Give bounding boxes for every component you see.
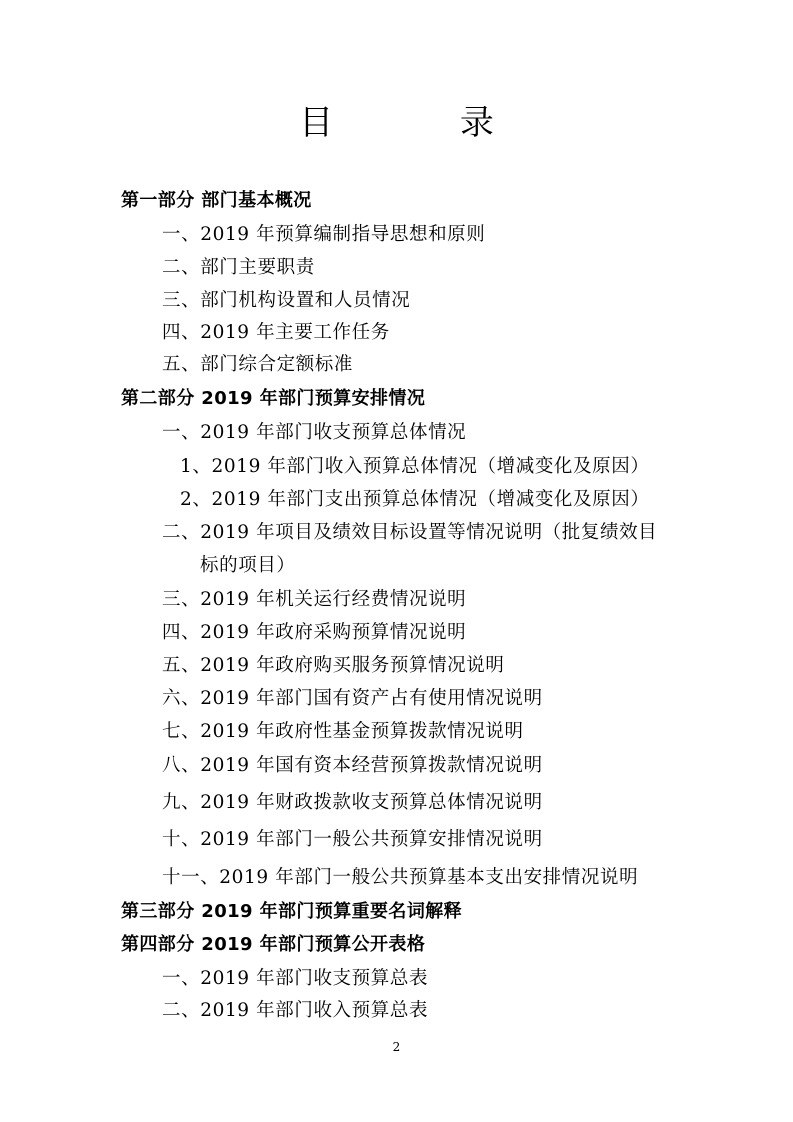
- toc-item[interactable]: 八、2019 年国有资本经营预算拨款情况说明: [162, 755, 543, 776]
- toc-part-heading[interactable]: 第三部分 2019 年部门预算重要名词解释: [121, 901, 463, 922]
- toc-part-heading[interactable]: 第二部分 2019 年部门预算安排情况: [121, 388, 426, 409]
- toc-item[interactable]: 九、2019 年财政拨款收支预算总体情况说明: [162, 792, 543, 813]
- toc-item[interactable]: 三、部门机构设置和人员情况: [162, 290, 411, 311]
- toc-item[interactable]: 四、2019 年主要工作任务: [162, 322, 390, 343]
- toc-item[interactable]: 五、2019 年政府购买服务预算情况说明: [162, 655, 505, 676]
- toc-part-heading[interactable]: 第一部分 部门基本概况: [121, 190, 312, 211]
- toc-item[interactable]: 二、部门主要职责: [162, 257, 315, 278]
- toc-item[interactable]: 一、2019 年部门收支预算总体情况: [162, 422, 467, 443]
- toc-item[interactable]: 三、2019 年机关运行经费情况说明: [162, 589, 467, 610]
- toc-item-continuation[interactable]: 标的项目）: [200, 555, 296, 576]
- toc-item[interactable]: 一、2019 年预算编制指导思想和原则: [162, 224, 486, 245]
- toc-item[interactable]: 十、2019 年部门一般公共预算安排情况说明: [162, 829, 543, 850]
- page-number: 2: [392, 1040, 401, 1054]
- toc-item[interactable]: 二、2019 年项目及绩效目标设置等情况说明（批复绩效目: [162, 522, 658, 543]
- toc-item[interactable]: 七、2019 年政府性基金预算拨款情况说明: [162, 721, 524, 742]
- toc-item[interactable]: 十一、2019 年部门一般公共预算基本支出安排情况说明: [162, 867, 639, 888]
- toc-subitem[interactable]: 2、2019 年部门支出预算总体情况（增减变化及原因）: [180, 489, 650, 510]
- toc-item[interactable]: 一、2019 年部门收支预算总表: [162, 968, 429, 989]
- page-title: 目 录: [299, 103, 552, 143]
- toc-item[interactable]: 二、2019 年部门收入预算总表: [162, 1000, 429, 1021]
- toc-part-heading[interactable]: 第四部分 2019 年部门预算公开表格: [121, 934, 426, 955]
- toc-item[interactable]: 四、2019 年政府采购预算情况说明: [162, 622, 467, 643]
- toc-subitem[interactable]: 1、2019 年部门收入预算总体情况（增减变化及原因）: [180, 456, 650, 477]
- toc-item[interactable]: 六、2019 年部门国有资产占有使用情况说明: [162, 688, 543, 709]
- toc-item[interactable]: 五、部门综合定额标准: [162, 354, 354, 375]
